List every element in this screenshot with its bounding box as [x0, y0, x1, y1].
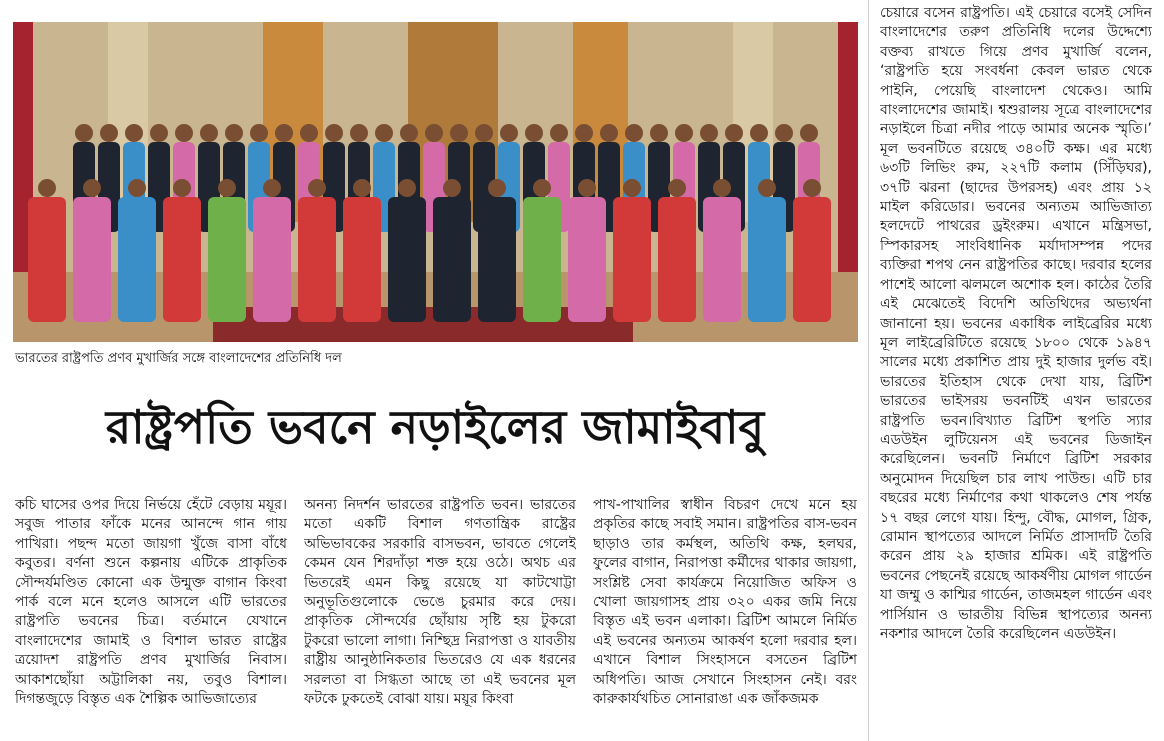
photo-person — [433, 197, 471, 322]
photo-person — [568, 197, 606, 322]
photo-person-head — [308, 179, 326, 197]
photo-person-head — [218, 179, 236, 197]
column-text: কচি ঘাসের ওপর দিয়ে নির্ভয়ে হেঁটে বেড়ায় ময়ূর। সবুজ পাতার ফাঁকে মনের আনন্দে গান গায় পাখিরা। পছন্দ মতো জায়গা খুঁজে বাসা বাঁধে কবুতর। বর্ণনা শুনে কল্পনায় এটিকে প্রাকৃতিক সৌন্দর্যমণ্ডিত কোনো এক উন্মুক্ত বাগান কিংবা পার্ক বলে মনে হলেও আসলে এটি ভারতের রাষ্ট্রপতি ভবনের চিত্র। বর্তমানে যেখানে বাংলাদেশের জামাই ও বিশাল ভারত রাষ্ট্রের ত্রয়োদশ রাষ্ট্রপতি প্রণব মুখার্জির নিবাস। আকাশছোঁয়া অট্টালিকা নয়, তবুও বিশাল। দিগন্তজুড়ে বিস্তৃত এক শৈল্পিক আভিজাত্যের — [15, 497, 287, 708]
photo-person — [208, 197, 246, 322]
photo-person — [478, 197, 516, 322]
photo-person-head — [450, 124, 468, 142]
column-text: চেয়ারে বসেন রাষ্ট্রপতি। এই চেয়ারে বসেই সেদিন বাংলাদেশের তরুণ প্রতিনিধি দলের উদ্দেশ্যে বক্তব্য রাখতে গিয়ে প্রণব মুখার্জি বলেন, ‘রাষ্ট্রপতি হয়ে সংবর্ধনা কেবল ভারত থেকে পাইনি, পেয়েছি বাংলাদেশ থেকেও। আমি বাংলাদেশের জামাই। শ্বশুরালয় সূত্রে বাংলাদেশের নড়াইলে চিত্রা নদীর পাড়ে আমার অনেক স্মৃতি।’ মূল ভবনটিতে রয়েছে ৩৪০টি কক্ষ। এর মধ্যে ৬৩টি লিভিং রুম, ২২৭টি কলাম (সিঁড়িঘর), ৩৭টি ঝরনা (ছাদের উপরসহ) এবং প্রায় ১২ মাইল করিডোর। ভবনের অন্যতম আভিজাত্য হলদেটে পাথরের ড্রইংরুম। এখানে মন্ত্রিসভা, স্পিকারসহ সাংবিধানিক মর্যাদাসম্পন্ন পদের ব্যক্তিরা শপথ নেন রাষ্ট্রপতির কাছে। দরবার হলের পাশেই আলো ঝলমলে অশোক হল। কাঠের তৈরি এই মেঝেতেই বিদেশি অতিথিদের অভ্যর্থনা জানানো হয়। ভবনের একাধিক লাইব্রেরির মধ্যে মূল লাইব্রেরিটিতে রয়েছে ১৮০০ থেকে ১৯৪৭ সালের মধ্যে প্রকাশিত প্রায় দুই হাজার দুর্লভ বই। ভারতের ইতিহাস থেকে দেখা যায়, ব্রিটিশ ভারতের ভাইসরয় ভবনটিই এখন ভারতের রাষ্ট্রপতি ভবন।বিখ্যাত ব্রিটিশ স্থপতি স্যার এডউইন লুটিয়েনস এই ভবনের ডিজাইন করেছিলেন। ভবনটি নির্মাণে ব্রিটিশ সরকার অনুমোদন দিয়েছিল চার লাখ পাউন্ড। এটি চার বছরের মধ্যে নির্মাণের কথা থাকলেও শেষ পর্যন্ত ১৭ বছর লেগে যায়। হিন্দু, বৌদ্ধ, মোগল, গ্রিক, রোমান স্থাপত্যের আদলে নির্মিত প্রাসাদটি তৈরি করেন প্রায় ২৯ হাজার শ্রমিক। এই রাষ্ট্রপতি ভবনের পেছনেই রয়েছে আকর্ষণীয় মোগল গার্ডেন যা জম্মু ও কাশ্মির গার্ডেন, তাজমহল গার্ডেন এবং পার্সিয়ান ও ভারতীয় বিভিন্ন স্থাপত্যের অনন্য নকশার আদলে তৈরি করেছিলেন এডউইন। — [880, 5, 1152, 642]
photo-person-head — [758, 179, 776, 197]
photo-person-head — [475, 124, 493, 142]
photo-person-head — [488, 179, 506, 197]
photo-person-head — [173, 179, 191, 197]
photo-person — [703, 197, 741, 322]
photo-person-head — [128, 179, 146, 197]
photo-person-head — [398, 179, 416, 197]
photo-person-head — [325, 124, 343, 142]
photo-person-head — [125, 124, 143, 142]
photo-person-head — [750, 124, 768, 142]
photo-person — [163, 197, 201, 322]
column-text: অনন্য নিদর্শন ভারতের রাষ্ট্রপতি ভবন। ভারতের মতো একটি বিশাল গণতান্ত্রিক রাষ্ট্রের অভিভাবকের সরকারি বাসভবন, ভাবতে গেলেই কেমন যেন শিরদাঁড়া শক্ত হয়ে ওঠে। অথচ এর ভিতরেই এমন কিছু রয়েছে যা কাটখোট্টা অনুভূতিগুলোকে ভেঙে চুরমার করে দেয়। প্রাকৃতিক সৌন্দর্যের ছোঁয়ায় সৃষ্টি হয় টুকরো টুকরো ভালো লাগা। নিশ্ছিদ্র নিরাপত্তা ও যাবতীয় রাষ্ট্রীয় আনুষ্ঠানিকতার ভিতরেও যে এক ধরনের সরলতা বা সিগ্ধতা আছে তা এই ভবনের মূল ফটকে ঢুকতেই বোঝা যায়। ময়ূর কিংবা — [304, 497, 576, 708]
photo-person-head — [500, 124, 518, 142]
photo-person — [298, 197, 336, 322]
photo-person — [28, 197, 66, 322]
photo-person-head — [275, 124, 293, 142]
photo-person — [613, 197, 651, 322]
photo-person-head — [713, 179, 731, 197]
photo-person-head — [675, 124, 693, 142]
photo-person-head — [175, 124, 193, 142]
photo-person — [343, 197, 381, 322]
photo-person-head — [300, 124, 318, 142]
photo-person-head — [350, 124, 368, 142]
photo-person-head — [775, 124, 793, 142]
group-photo-image — [13, 22, 858, 342]
photo-person — [118, 197, 156, 322]
photo-person-head — [83, 179, 101, 197]
photo-person — [523, 197, 561, 322]
article-column-1 — [15, 496, 287, 736]
photo-person-head — [700, 124, 718, 142]
article-column-3 — [593, 496, 857, 736]
photo-person-head — [200, 124, 218, 142]
photo-person-head — [100, 124, 118, 142]
photo-person-head — [623, 179, 641, 197]
column-divider — [868, 0, 869, 741]
photo-person-head — [533, 179, 551, 197]
photo-person-head — [75, 124, 93, 142]
photo-person-head — [225, 124, 243, 142]
group-photo — [13, 22, 858, 342]
photo-caption: ভারতের রাষ্ট্রপতি প্রণব মুখার্জির সঙ্গে বাংলাদেশের প্রতিনিধি দল — [15, 351, 342, 366]
column-text: পাখ-পাখালির স্বাধীন বিচরণ দেখে মনে হয় প্রকৃতির কাছে সবাই সমান। রাষ্ট্রপতির বাস-ভবন ছাড়াও তার কর্মস্থল, অতিথি কক্ষ, হলঘর, ফুলের বাগান, নিরাপত্তা কর্মীদের থাকার জায়গা, সংশ্লিষ্ট সেবা কার্যক্রমে নিয়োজিত অফিস ও খোলা জায়গাসহ প্রায় ৩২০ একর জমি নিয়ে বিস্তৃত এই ভবন এলাকা। ব্রিটিশ আমলে নির্মিত এই ভবনের অন্যতম আকর্ষণ হলো দরবার হল। এখানে বিশাল সিংহাসনে বসতেন ব্রিটিশ অধিপতি। আজ সেখানে সিংহাসন নেই। বরং কারুকার্যখচিত সোনারাঙা এক জাঁকজমক — [593, 497, 857, 708]
photo-person-head — [650, 124, 668, 142]
photo-person-head — [400, 124, 418, 142]
photo-person-head — [443, 179, 461, 197]
photo-person-head — [525, 124, 543, 142]
photo-person-head — [150, 124, 168, 142]
photo-person-head — [600, 124, 618, 142]
photo-person — [658, 197, 696, 322]
photo-person-head — [38, 179, 56, 197]
photo-person-head — [668, 179, 686, 197]
photo-person-head — [803, 179, 821, 197]
photo-person-head — [550, 124, 568, 142]
photo-person-head — [375, 124, 393, 142]
photo-person — [253, 197, 291, 322]
article-column-2 — [304, 496, 576, 736]
photo-person-head — [263, 179, 281, 197]
photo-person-head — [575, 124, 593, 142]
photo-person — [388, 197, 426, 322]
photo-person — [793, 197, 831, 322]
photo-person — [73, 197, 111, 322]
photo-person — [748, 197, 786, 322]
photo-person-head — [725, 124, 743, 142]
headline: রাষ্ট্রপতি ভবনে নড়াইলের জামাইবাবু — [105, 400, 765, 454]
photo-person-head — [625, 124, 643, 142]
photo-person-head — [425, 124, 443, 142]
photo-person-head — [353, 179, 371, 197]
photo-person-head — [250, 124, 268, 142]
photo-person-head — [800, 124, 818, 142]
article-column-4 — [880, 4, 1152, 738]
photo-person-head — [578, 179, 596, 197]
